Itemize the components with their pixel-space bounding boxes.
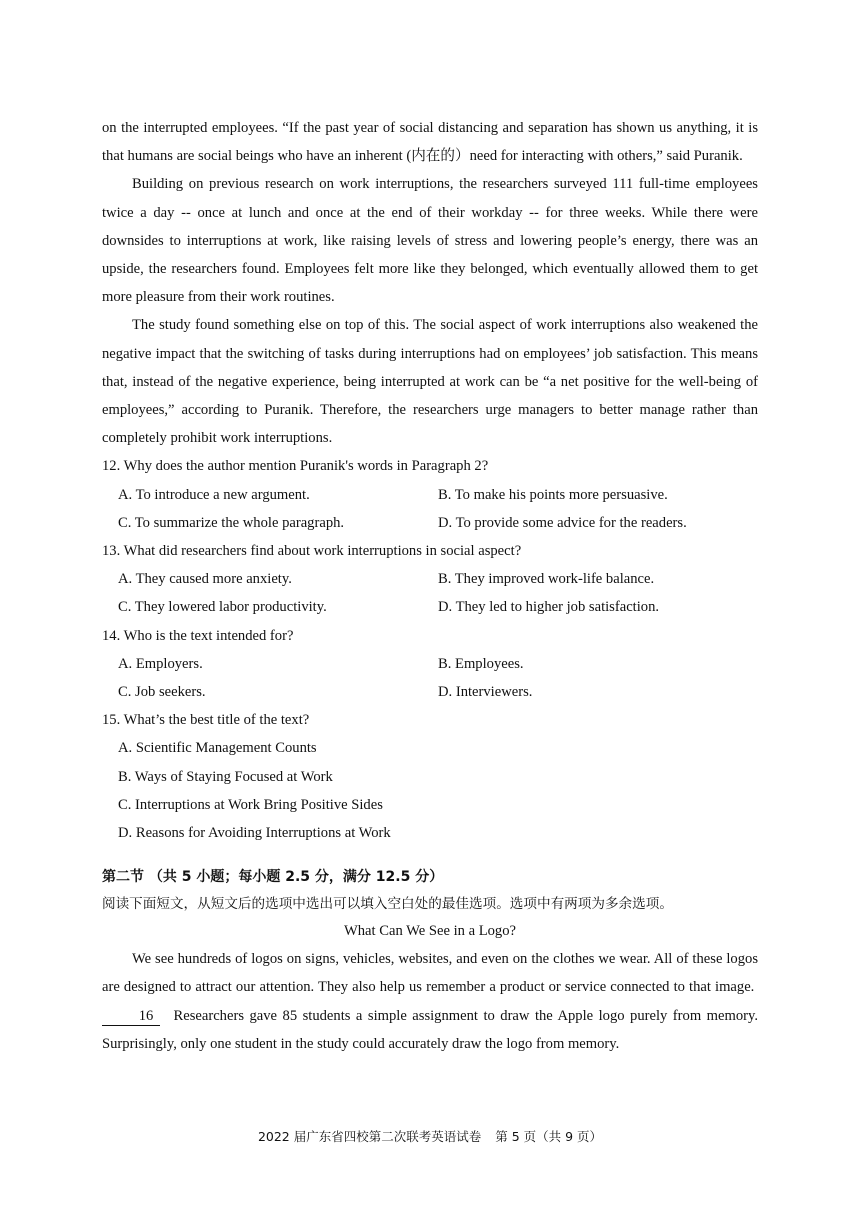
option-a: A. Employers. [118, 655, 203, 672]
question-stem: 14. Who is the text intended for? [102, 627, 294, 644]
option-b: B. Ways of Staying Focused at Work [118, 768, 333, 785]
option-c: C. Interruptions at Work Bring Positive Sides [118, 796, 383, 813]
passage-paragraph [102, 945, 758, 1058]
option-a: A. To introduce a new argument. [118, 486, 310, 503]
exam-page [102, 114, 758, 1058]
question-14 [102, 622, 758, 707]
question-15 [102, 706, 758, 847]
option-c: C. Job seekers. [118, 684, 206, 701]
question-stem: 13. What did researchers find about work interruptions in social aspect? [102, 543, 522, 560]
section-title: 第二节 （共 5 小题；每小题 2.5 分，满分 12.5 分） [102, 869, 444, 886]
exam-name: 2022 届广东省四校第二次联考英语试卷 [257, 1129, 482, 1144]
option-d: D. Interviewers. [438, 684, 533, 701]
option-b: B. They improved work-life balance. [438, 571, 655, 588]
option-b: B. Employees. [438, 655, 524, 672]
option-a: A. They caused more anxiety. [118, 571, 292, 588]
blank-16: 16 [102, 1007, 160, 1026]
passage-paragraph-3: The study found something else on top of this. The social aspect of work interruptions also weakened the negative impact that the switching of tasks during interruptions had on employees’ job satisfaction. This means that, instead of the negative experience, being interrupted at work can be “a net positive for the well-being of employees,” according to Puranik. Therefore, the researchers urge managers to better manage rather than completely prohibit work interruptions. [102, 317, 758, 447]
page-number: 第 5 页（共 9 页） [495, 1129, 603, 1144]
option-d: D. They led to higher job satisfaction. [438, 599, 660, 616]
section-instruction: 阅读下面短文，从短文后的选项中选出可以填入空白处的最佳选项。选项中有两项为多余选项。 [102, 896, 673, 913]
question-13 [102, 537, 758, 622]
passage-title: What Can We See in a Logo? [343, 923, 516, 940]
option-c: C. To summarize the whole paragraph. [118, 514, 345, 531]
paragraph-text-after-blank: Researchers gave 85 students a simple assignment to draw the Apple logo purely from memory. Surprisingly, only one student in the study could accurately draw the logo from memory. [102, 1007, 758, 1052]
option-c: C. They lowered labor productivity. [118, 599, 327, 616]
passage-paragraph-1: on the interrupted employees. “If the past year of social distancing and separation has shown us anything, it is that humans are social beings who have an inherent (内在的）need for interacting with others,” said Puranik. [102, 120, 758, 165]
question-12 [102, 452, 758, 537]
question-stem: 15. What’s the best title of the text? [102, 712, 310, 729]
passage-paragraph-2: Building on previous research on work interruptions, the researchers surveyed 111 full-time employees twice a day -- once at lunch and once at the end of their workday -- for three weeks. While there were downsides to interruptions at work, like raising levels of stress and lowering people’s energy, there was an upside, the researchers found. Employees felt more like they belonged, which eventually allowed them to get more pleasure from their work routines. [102, 176, 758, 306]
option-d: D. To provide some advice for the readers. [438, 514, 687, 531]
question-stem: 12. Why does the author mention Puranik's words in Paragraph 2? [102, 458, 489, 475]
option-a: A. Scientific Management Counts [118, 740, 317, 757]
option-b: B. To make his points more persuasive. [438, 486, 668, 503]
paragraph-text-before-blank: We see hundreds of logos on signs, vehicles, websites, and even on the clothes we wear. All of these logos are designed to attract our attention. They also help us remember a product or service connected to that image. [102, 951, 758, 996]
option-d: D. Reasons for Avoiding Interruptions at Work [118, 825, 391, 842]
page-footer [0, 1127, 860, 1145]
